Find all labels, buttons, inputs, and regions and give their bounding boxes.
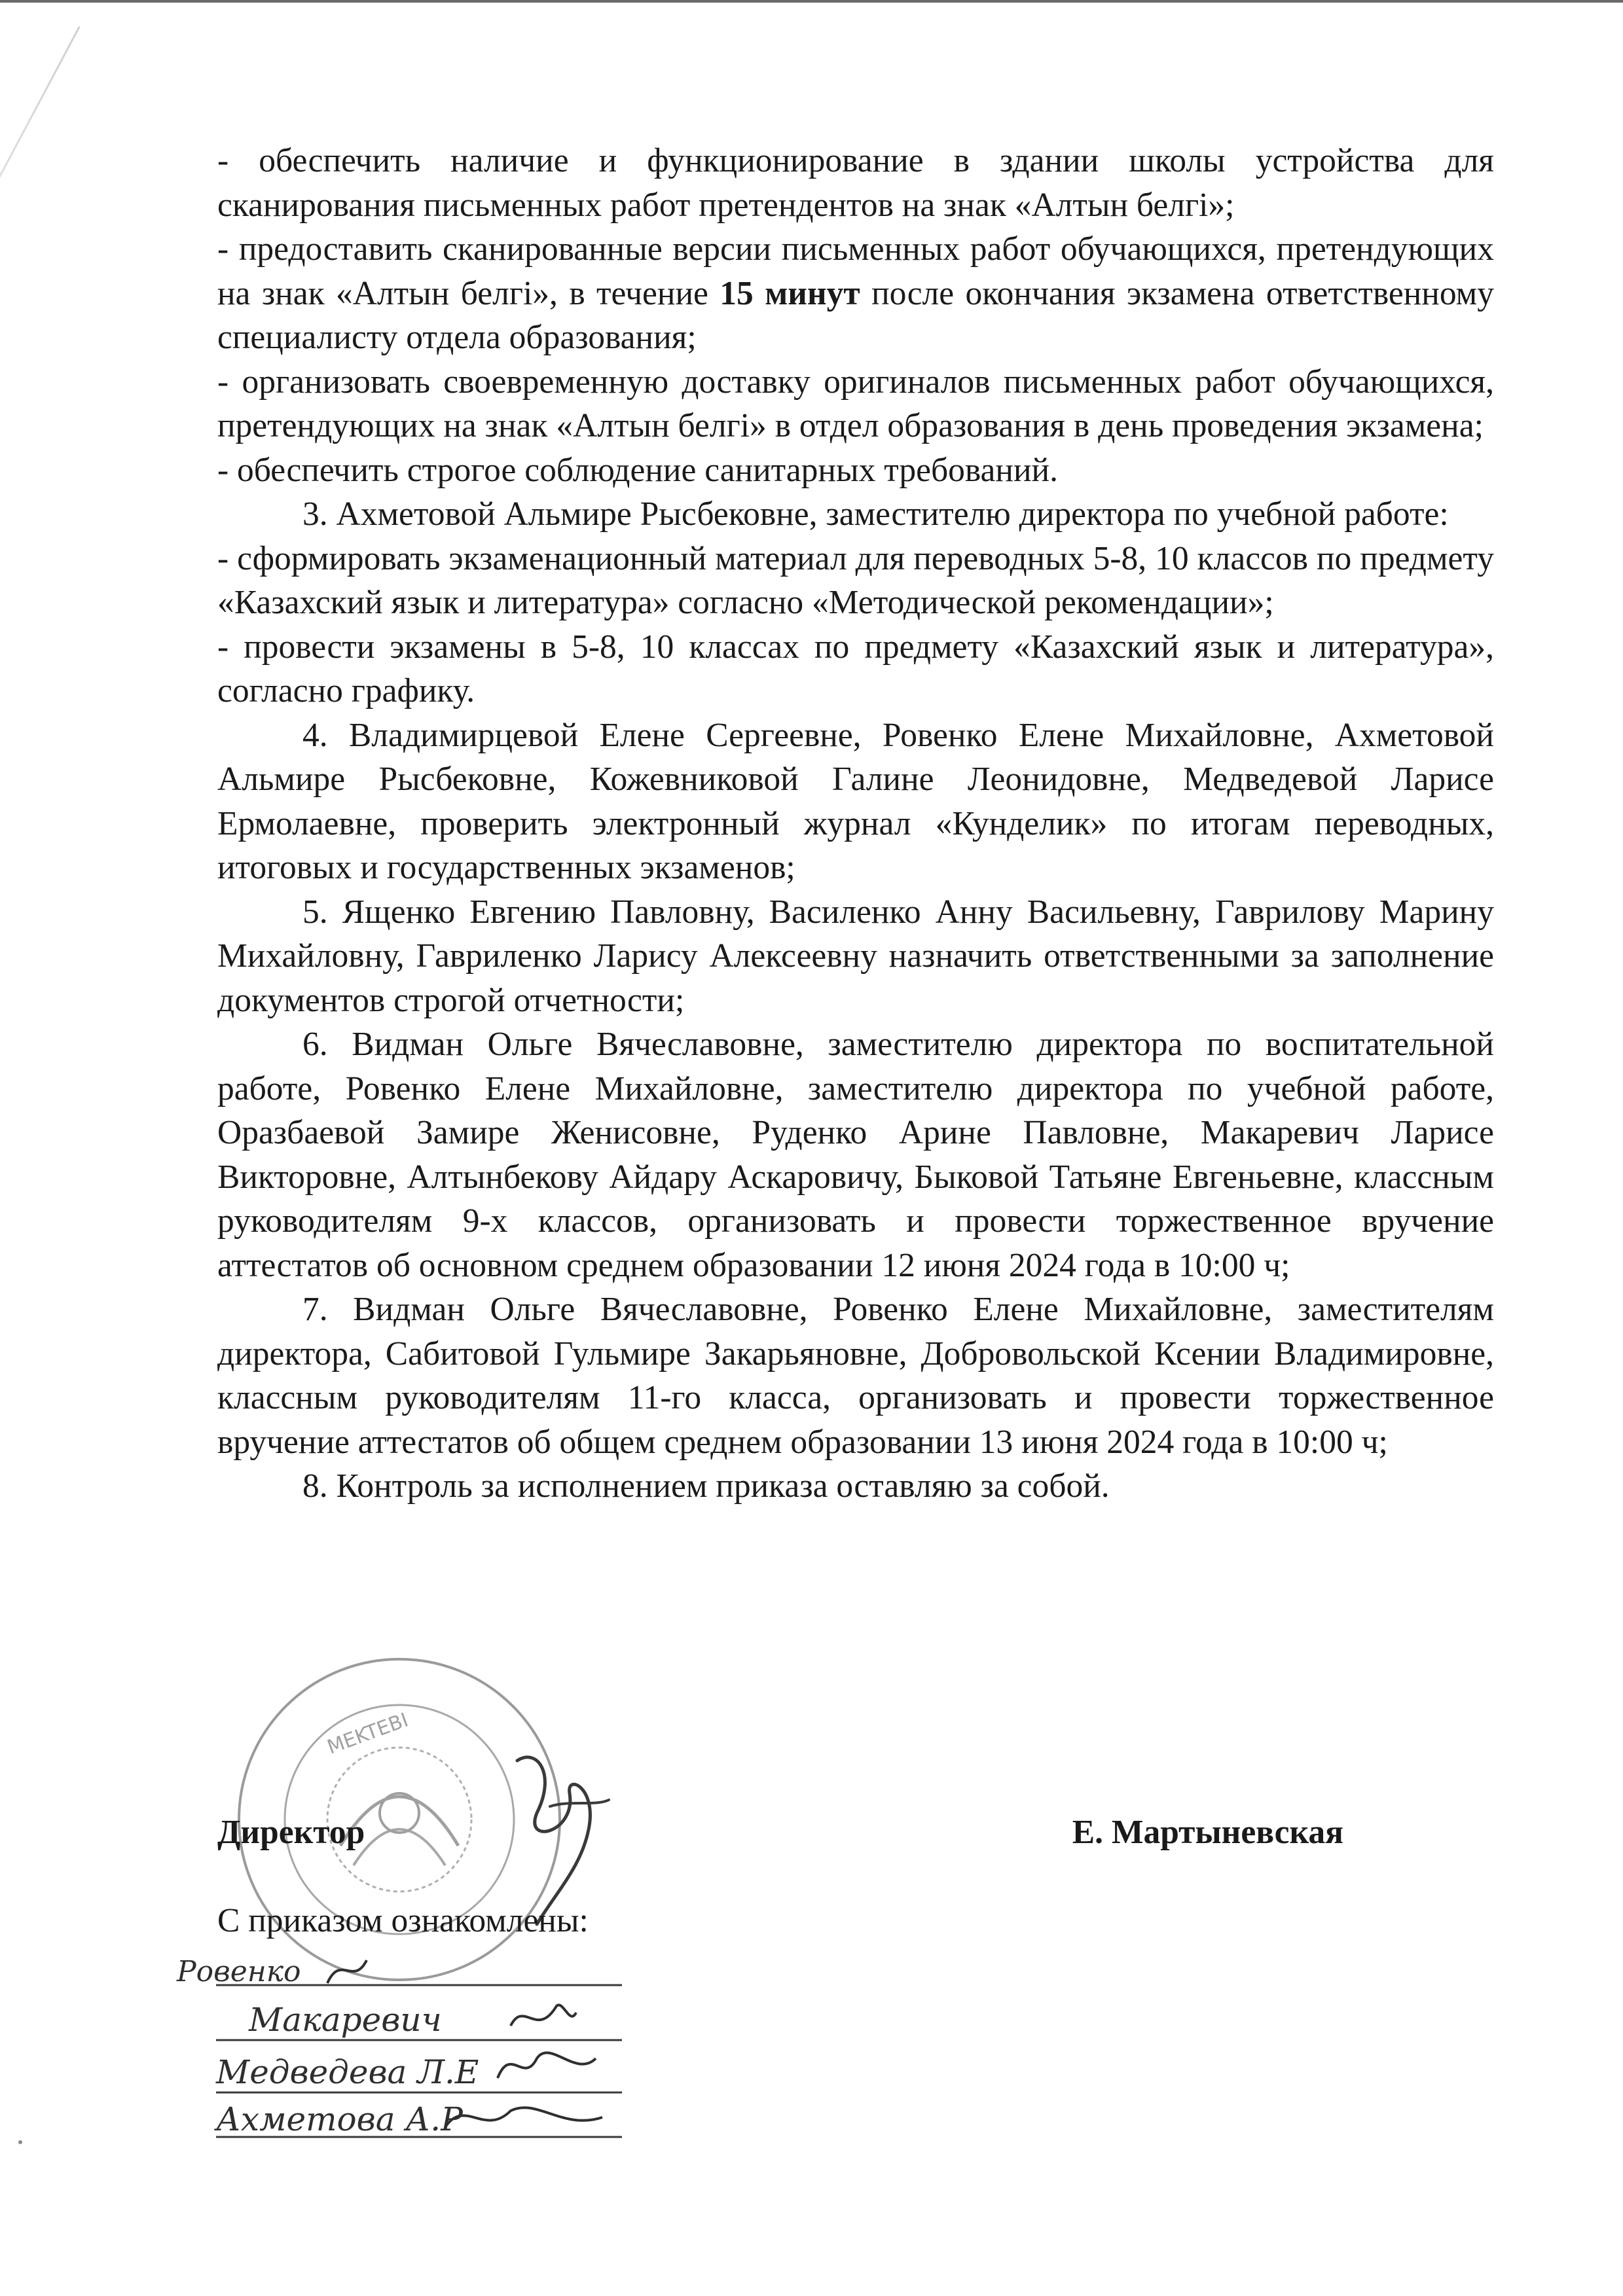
paragraph-scanned-versions-end: после окончания экзамена ответственному специалисту отдела образования;: [217, 274, 1494, 356]
paragraph-item-4: 4. Владимирцевой Елене Сергеевне, Ровенко Елене Михайловне, Ахметовой Альмире Рысбековне, Кожевниковой Галине Леонидовне, Медведевой Ларисе Ермолаевне, проверить электронный журнал «Кунделик» по итогам переводных, итоговых и государственных экзаменов;: [217, 716, 1494, 886]
page-top-edge: [0, 0, 1623, 3]
paragraph-sanitary-requirements: - обеспечить строгое соблюдение санитарных требований.: [217, 451, 1058, 489]
acknowledgement-signatures: [170, 1947, 668, 2144]
paragraph-scanned-versions-start: - предоставить сканированные версии письменных работ обучающихся, претендующих на знак «Алтын белгі», в течение: [217, 230, 1494, 312]
scan-speck: [18, 2140, 22, 2144]
paragraph-item-5: 5. Ященко Евгению Павловну, Василенко Анну Васильевну, Гаврилову Марину Михайловну, Гавриленко Ларису Алексеевну назначить ответственными за заполнение документов строгой отчетности;: [217, 893, 1494, 1019]
handwritten-name-rovenko: Ровенко: [177, 1955, 301, 1988]
paragraph-item-8: 8. Контроль за исполнением приказа оставляю за собой.: [302, 1467, 1110, 1505]
paragraph-exam-material: - сформировать экзаменационный материал для переводных 5-8, 10 классов по предмету «Казахский язык и литература» согласно «Методической рекомендации»;: [217, 539, 1494, 621]
paragraph-item-3: 3. Ахметовой Альмире Рысбековне, заместителю директора по учебной работе:: [302, 495, 1449, 533]
paragraph-item-6: 6. Видман Ольге Вячеславовне, заместителю директора по воспитательной работе, Ровенко Елене Михайловне, заместителю директора по учебной работе, Оразбаевой Замире Женисовне, Руденко Арине Павловне, Макаревич Ларисе Викторовне, Алтынбекову Айдару Аскаровичу, Быковой Татьяне Евгеньевне, классным руководителям 9-х классов, организовать и провести торжественное вручение аттестатов об основном среднем образовании 12 июня 2024 года в 10:00 ч;: [217, 1026, 1494, 1284]
signature-block: [217, 1793, 1494, 1872]
handwritten-name-akhmetova: Ахметова А.Р: [216, 2100, 463, 2138]
handwritten-name-medvedeva: Медведева Л.Е: [216, 2053, 479, 2091]
order-body-text: [217, 139, 1494, 1509]
paragraph-scanned-versions-deadline: 15 минут: [720, 274, 860, 312]
seal-inscription: MEKTEBI: [324, 1708, 412, 1759]
paragraph-item-7: 7. Видман Ольге Вячеславовне, Ровенко Елене Михайловне, заместителям директора, Сабитовой Гульмире Закарьяновне, Добровольской Ксении Владимировне, классным руководителям 11-го класса, организовать и провести торжественное вручение аттестатов об общем среднем образовании 13 июня 2024 года в 10:00 ч;: [217, 1291, 1494, 1461]
scan-artifact-line: [0, 26, 81, 328]
acknowledgement-label: С приказом ознакомлены:: [217, 1902, 589, 1939]
director-name: Е. Мартыневская: [1072, 1814, 1343, 1851]
handwritten-name-makarevich: Макаревич: [249, 2001, 442, 2039]
paragraph-delivery-originals: - организовать своевременную доставку оригиналов письменных работ обучающихся, претендующих на знак «Алтын белгі» в отдел образования в день проведения экзамена;: [217, 363, 1494, 444]
paragraph-scanned-versions: [217, 227, 1494, 360]
director-title: Директор: [217, 1814, 365, 1851]
paragraph-conduct-exams: - провести экзамены в 5-8, 10 классах по предмету «Казахский язык и литература», согласно графику.: [217, 628, 1494, 709]
paragraph-scanner-duty: - обеспечить наличие и функционирование в здании школы устройства для сканирования письменных работ претендентов на знак «Алтын белгі»;: [217, 142, 1494, 224]
